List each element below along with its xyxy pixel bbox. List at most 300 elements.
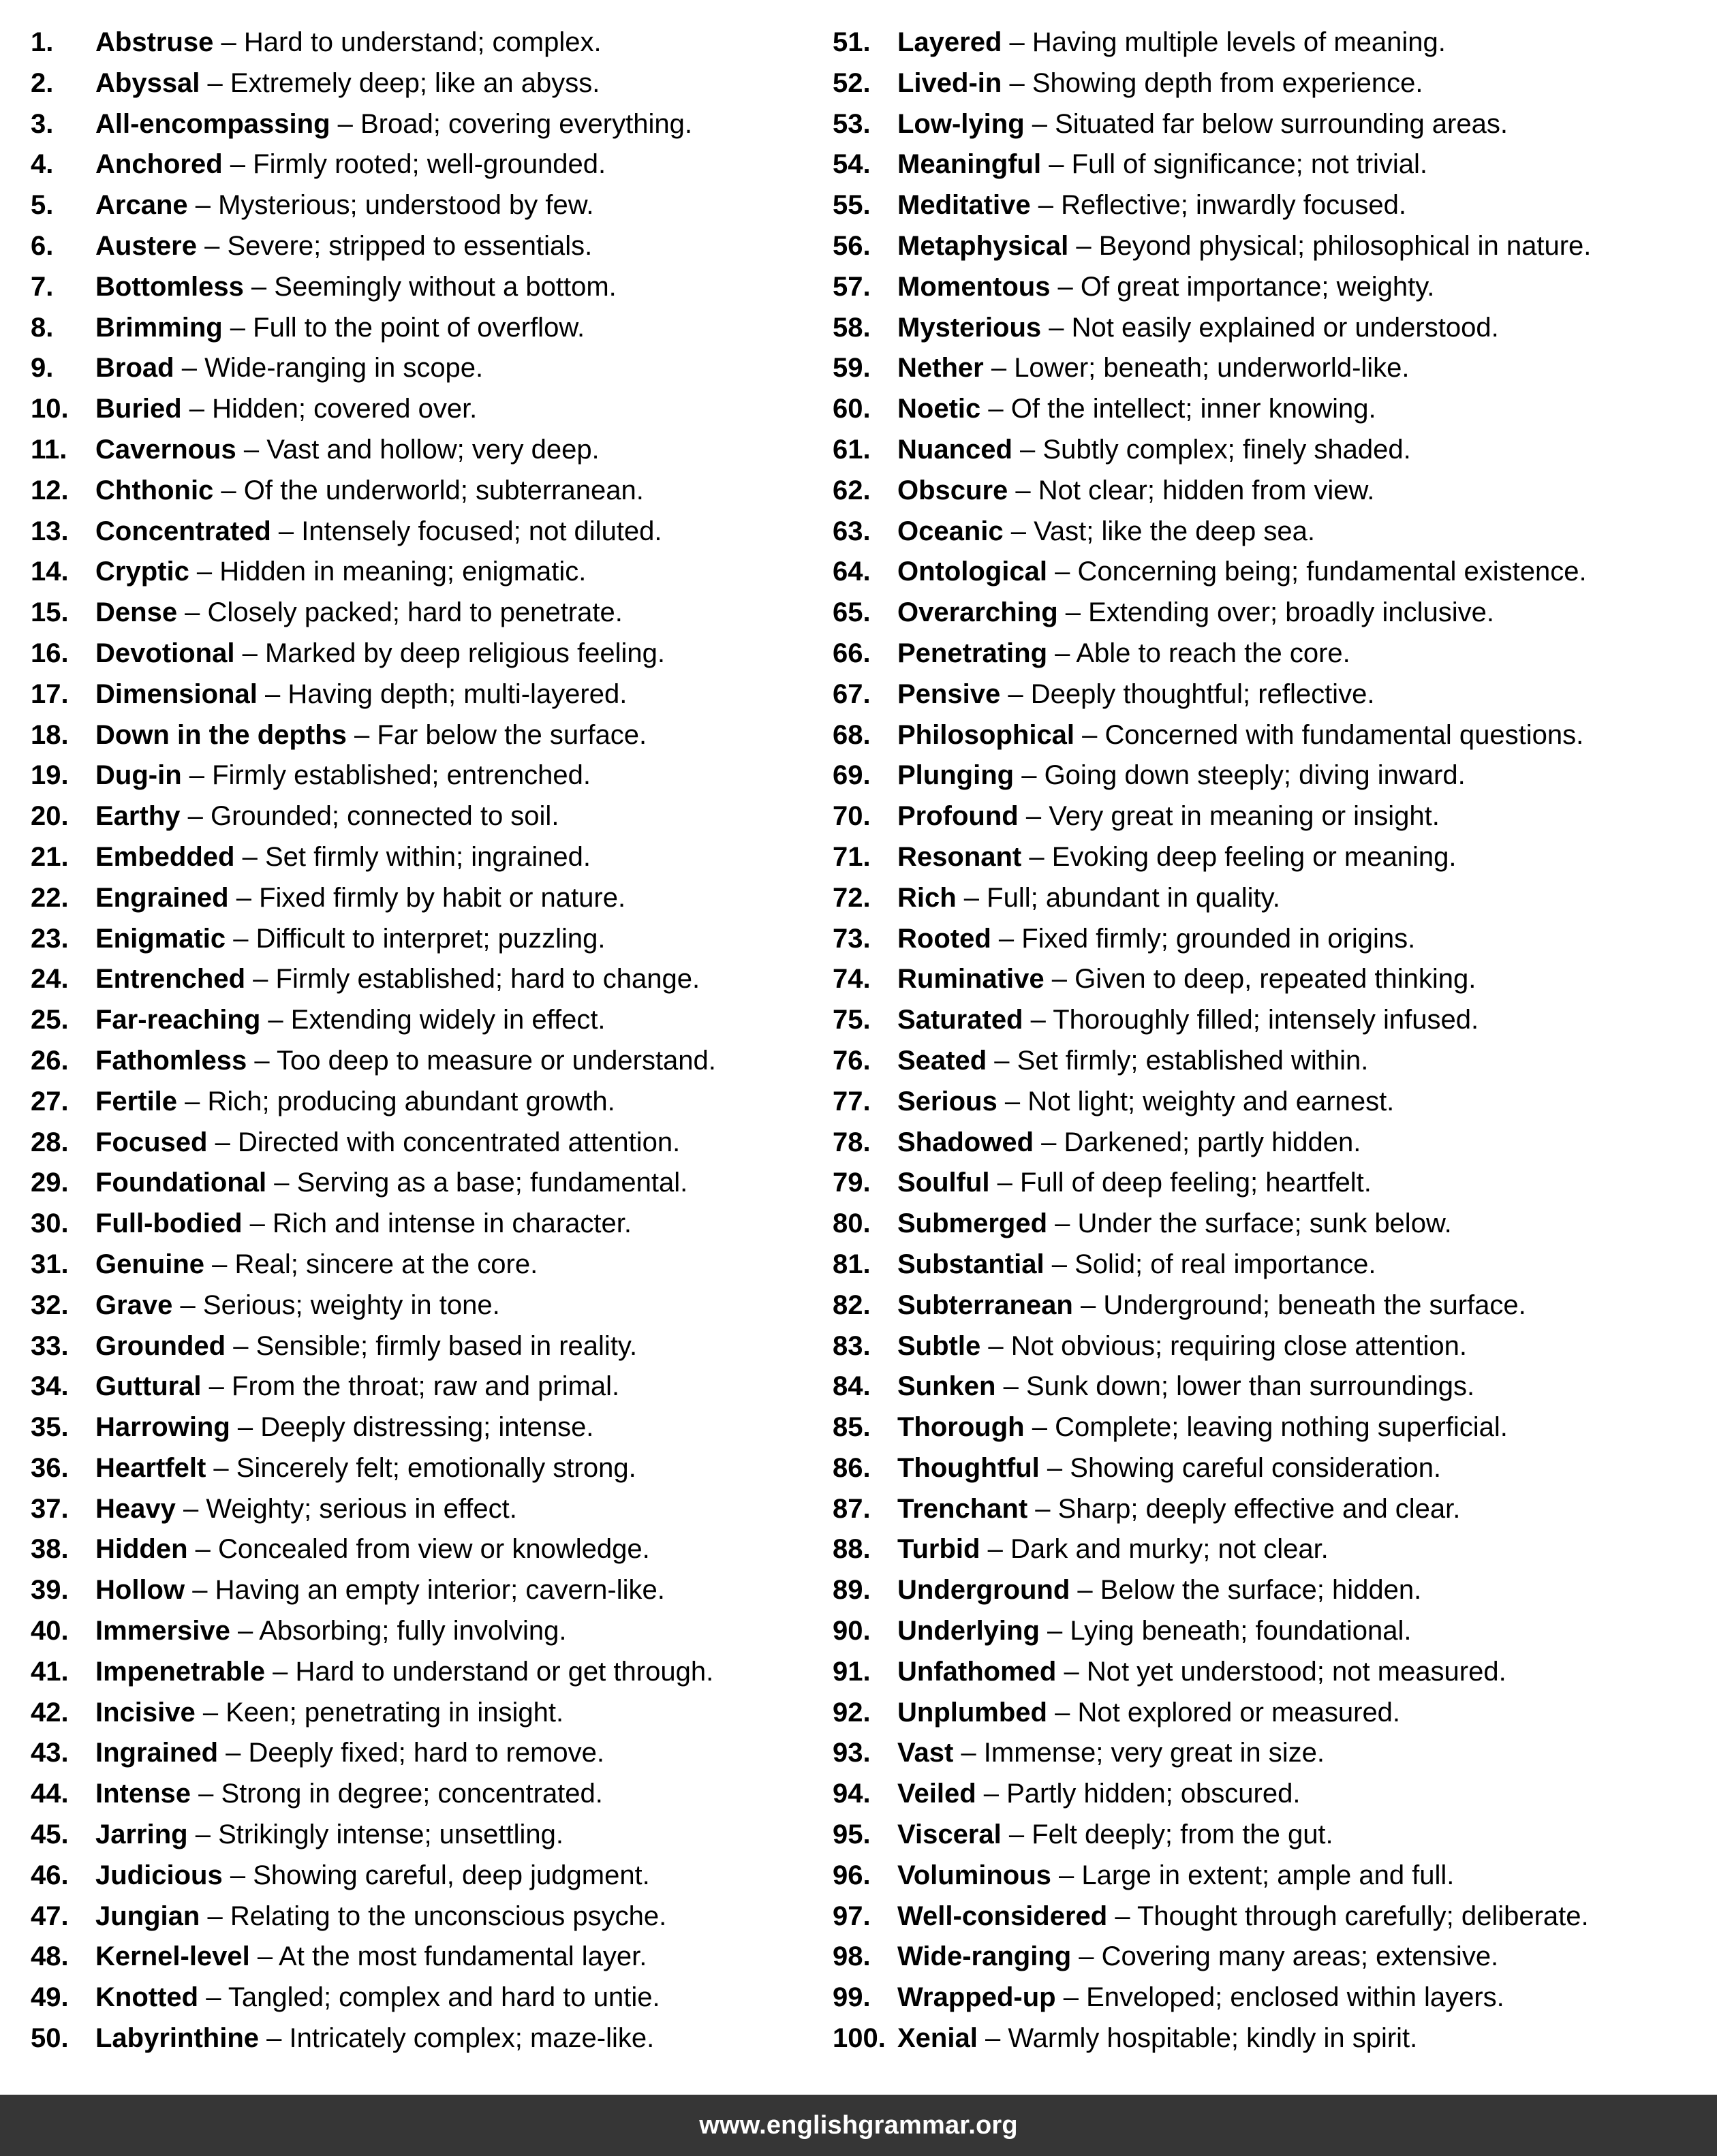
list-item [31,63,848,104]
item-term: Bottomless [95,271,244,302]
item-definition: Deeply distressing; intense. [260,1412,594,1443]
item-number: 57. [833,271,871,302]
item-number: 99. [833,1982,871,2013]
item-term: Foundational [95,1168,267,1198]
item-definition: Evoking deep feeling or meaning. [1051,841,1457,872]
list-item [833,552,1717,593]
list-item [833,1570,1717,1611]
item-definition: Having multiple levels of meaning. [1032,27,1446,57]
list-item [833,796,1717,837]
item-definition: Deeply fixed; hard to remove. [248,1738,604,1768]
dash-separator: – [222,312,253,343]
item-text [897,1204,1452,1245]
item-definition: At the most fundamental layer. [279,1941,647,1972]
item-term: Momentous [897,271,1051,302]
item-term: Abyssal [95,67,200,98]
list-item [833,185,1717,226]
item-text [897,226,1591,267]
dash-separator: – [187,190,219,221]
item-text [95,1448,636,1489]
item-term: Serious [897,1086,997,1116]
list-item [833,512,1717,552]
item-term: Trenchant [897,1493,1028,1524]
item-text [95,104,692,145]
dash-separator: – [264,1656,296,1687]
item-term: Grave [95,1290,173,1320]
list-item [833,308,1717,349]
dash-separator: – [1041,312,1072,343]
dash-separator: – [980,1330,1011,1361]
item-text [95,1489,517,1530]
list-item [31,104,848,145]
website-url: www.englishgrammar.org [699,2110,1018,2140]
item-text [897,1041,1368,1082]
item-term: Seated [897,1045,987,1076]
item-number: 86. [833,1452,871,1483]
item-definition: Full of significance; not trivial. [1071,149,1428,180]
item-number: 97. [833,1901,871,1931]
item-text [897,715,1583,756]
item-term: Resonant [897,841,1022,872]
list-item [833,1937,1717,1978]
item-number: 60. [833,394,871,424]
item-text [897,22,1446,63]
item-number: 36. [31,1452,69,1483]
dash-separator: – [222,1860,253,1890]
item-text [897,1285,1526,1326]
item-definition: Very great in meaning or insight. [1049,801,1440,832]
item-text [95,959,700,1000]
item-number: 95. [833,1819,871,1850]
list-item [31,1652,848,1693]
item-term: Cryptic [95,557,189,587]
dash-separator: – [177,597,208,628]
list-item [31,1245,848,1285]
list-item [833,1204,1717,1245]
dash-separator: – [218,1738,249,1768]
item-term: Philosophical [897,719,1075,750]
item-term: Obscure [897,475,1008,505]
list-item [833,430,1717,471]
item-term: Anchored [95,149,223,180]
dash-separator: – [234,638,265,668]
item-number: 96. [833,1860,871,1890]
item-text [897,1978,1504,2018]
list-item [31,1937,848,1978]
item-term: Austere [95,230,197,261]
item-term: Knotted [95,1982,199,2013]
item-text [95,919,605,960]
dash-separator: – [980,394,1011,424]
item-number: 5. [31,190,54,221]
item-number: 42. [31,1697,69,1728]
item-text [897,1937,1498,1978]
item-term: Jungian [95,1901,200,1931]
item-number: 94. [833,1779,871,1809]
list-item [31,1896,848,1937]
item-number: 35. [31,1412,69,1443]
list-item [31,959,848,1000]
item-text [95,308,585,349]
dash-separator: – [956,882,987,913]
item-text [897,837,1456,878]
dash-separator: – [185,1575,215,1606]
list-item [31,674,848,715]
list-item [31,185,848,226]
dash-separator: – [259,2023,290,2054]
dash-separator: – [196,230,228,261]
item-term: Unplumbed [897,1697,1047,1728]
item-term: Overarching [897,597,1058,628]
dash-separator: – [991,923,1022,954]
item-number: 1. [31,27,54,57]
item-term: Heavy [95,1493,176,1524]
item-text [95,1815,563,1856]
list-item [31,1163,848,1204]
list-item [833,1611,1717,1652]
item-text [897,144,1427,185]
item-definition: Marked by deep religious feeling. [264,638,665,668]
item-number: 100. [833,2023,886,2054]
dash-separator: – [187,1819,219,1850]
item-term: Judicious [95,1860,223,1890]
item-number: 46. [31,1860,69,1890]
item-definition: Hidden; covered over. [212,394,478,424]
footer-banner [0,2095,1717,2156]
item-number: 39. [31,1575,69,1606]
item-number: 55. [833,190,871,221]
list-item [833,593,1717,634]
item-definition: Darkened; partly hidden. [1064,1127,1361,1157]
item-definition: Sensible; firmly based in reality. [256,1330,638,1361]
list-item [31,226,848,267]
item-definition: Full; abundant in quality. [987,882,1280,913]
item-term: Subtle [897,1330,981,1361]
item-term: Hollow [95,1575,185,1606]
item-number: 53. [833,108,871,139]
item-definition: Covering many areas; extensive. [1101,1941,1499,1972]
item-text [95,878,625,919]
dash-separator: – [995,1371,1026,1402]
item-number: 50. [31,2023,69,2054]
item-definition: Given to deep, repeated thinking. [1074,964,1476,995]
item-number: 30. [31,1208,69,1239]
item-text [95,837,591,878]
item-term: Heartfelt [95,1452,206,1483]
list-item [833,104,1717,145]
list-item [31,348,848,389]
right-column [833,22,1717,2059]
item-text [95,1856,650,1896]
item-term: Labyrinthine [95,2023,260,2054]
item-number: 13. [31,516,69,546]
item-definition: Vast; like the deep sea. [1034,516,1315,546]
dash-separator: – [346,719,377,750]
item-number: 28. [31,1127,69,1157]
dash-separator: – [204,1249,235,1279]
item-number: 43. [31,1738,69,1768]
item-term: Wide-ranging [897,1941,1072,1972]
item-number: 71. [833,841,871,872]
list-item [833,1245,1717,1285]
item-number: 75. [833,1005,871,1035]
item-term: Incisive [95,1697,196,1728]
item-definition: Set firmly; established within. [1017,1045,1369,1076]
item-definition: Not clear; hidden from view. [1038,475,1375,505]
item-definition: Full to the point of overflow. [253,312,585,343]
item-number: 8. [31,312,54,343]
dash-separator: – [1008,475,1038,505]
item-definition: Felt deeply; from the gut. [1032,1819,1333,1850]
list-item [833,1896,1717,1937]
list-item [31,1529,848,1570]
item-definition: Under the surface; sunk below. [1077,1208,1452,1239]
list-item [833,878,1717,919]
item-number: 73. [833,923,871,954]
item-term: Far-reaching [95,1005,261,1035]
item-definition: Intricately complex; maze-like. [289,2023,655,2054]
item-term: Thorough [897,1412,1025,1443]
dash-separator: – [213,27,244,57]
item-number: 70. [833,801,871,832]
item-number: 85. [833,1412,871,1443]
dash-separator: – [1107,1901,1137,1931]
list-item [833,1163,1717,1204]
dash-separator: – [174,353,205,384]
item-term: Intense [95,1779,191,1809]
item-text [95,634,665,674]
item-text [897,471,1374,512]
item-definition: Firmly rooted; well-grounded. [253,149,606,180]
item-definition: Underground; beneath the surface. [1103,1290,1526,1320]
list-item [833,1652,1717,1693]
dash-separator: – [191,1779,221,1809]
item-text [897,2018,1417,2059]
item-number: 84. [833,1371,871,1402]
item-definition: Going down steeply; diving inward. [1044,760,1466,791]
item-term: Dimensional [95,678,258,709]
item-definition: Concealed from view or knowledge. [218,1534,650,1565]
list-item [31,593,848,634]
item-number: 89. [833,1575,871,1606]
item-number: 76. [833,1045,871,1076]
item-text [95,430,600,471]
dash-separator: – [1014,760,1045,791]
item-definition: Absorbing; fully involving. [259,1616,567,1646]
item-number: 27. [31,1086,69,1116]
dash-separator: – [1050,271,1081,302]
dash-separator: – [1021,841,1052,872]
item-text [95,63,600,104]
item-term: Ingrained [95,1738,219,1768]
item-number: 19. [31,760,69,791]
list-item [833,1326,1717,1367]
item-text [897,1815,1333,1856]
item-number: 82. [833,1290,871,1320]
item-term: Vast [897,1738,954,1768]
list-item [833,1285,1717,1326]
item-definition: Extremely deep; like an abyss. [230,67,600,98]
item-number: 2. [31,67,54,98]
item-definition: Sunk down; lower than surroundings. [1025,1371,1475,1402]
item-term: Jarring [95,1819,188,1850]
dash-separator: – [228,882,260,913]
item-definition: Mysterious; understood by few. [218,190,594,221]
item-definition: Complete; leaving nothing superficial. [1055,1412,1508,1443]
item-definition: Relating to the unconscious psyche. [230,1901,667,1931]
dash-separator: – [1070,1575,1100,1606]
list-item [31,1366,848,1407]
list-item [833,471,1717,512]
list-item [833,1856,1717,1896]
list-item [31,919,848,960]
item-number: 66. [833,638,871,668]
item-text [95,1693,563,1734]
item-definition: Not light; weighty and earnest. [1027,1086,1395,1116]
dash-separator: – [249,1941,279,1972]
item-term: Earthy [95,801,181,832]
item-number: 52. [833,67,871,98]
item-text [897,430,1411,471]
item-number: 44. [31,1779,69,1809]
item-text [95,715,647,756]
list-item [31,471,848,512]
item-definition: Having depth; multi-layered. [288,678,628,709]
dash-separator: – [195,1697,226,1728]
item-term: Full-bodied [95,1208,243,1239]
item-text [897,1489,1460,1530]
list-item [833,144,1717,185]
item-term: Metaphysical [897,230,1069,261]
item-definition: Able to reach the core. [1076,638,1350,668]
item-definition: Thoroughly filled; intensely infused. [1053,1005,1479,1035]
list-item [31,2018,848,2059]
item-number: 49. [31,1982,69,2013]
item-definition: Far below the surface. [377,719,647,750]
item-text [95,1407,593,1448]
item-term: Pensive [897,678,1001,709]
item-text [897,389,1376,430]
item-definition: Serious; weighty in tone. [202,1290,500,1320]
list-item [31,715,848,756]
dash-separator: – [201,1371,232,1402]
dash-separator: – [1023,1005,1053,1035]
item-text [897,634,1350,674]
item-text [95,755,591,796]
item-definition: Showing careful consideration. [1070,1452,1442,1483]
item-definition: Immense; very great in size. [983,1738,1325,1768]
item-term: Arcane [95,190,188,221]
item-term: Shadowed [897,1127,1034,1157]
item-definition: Real; sincere at the core. [234,1249,538,1279]
item-definition: Rich and intense in character. [273,1208,632,1239]
item-number: 65. [833,597,871,628]
list-item [31,308,848,349]
dash-separator: – [177,1086,208,1116]
item-term: Lived-in [897,67,1002,98]
item-number: 40. [31,1616,69,1646]
item-text [95,1896,666,1937]
list-item [31,1041,848,1082]
list-item [31,1978,848,2018]
item-number: 67. [833,678,871,709]
item-term: Engrained [95,882,229,913]
item-text [95,267,617,308]
list-item [833,22,1717,63]
item-definition: Of great importance; weighty. [1080,271,1435,302]
item-number: 32. [31,1290,69,1320]
item-text [897,878,1280,919]
item-definition: Showing careful, deep judgment. [253,1860,650,1890]
item-text [95,1733,604,1774]
item-definition: Of the underworld; subterranean. [243,475,644,505]
item-number: 11. [31,434,67,465]
item-number: 63. [833,516,871,546]
list-item [833,267,1717,308]
item-term: Abstruse [95,27,214,57]
item-number: 91. [833,1656,871,1687]
item-number: 59. [833,353,871,384]
list-item [31,755,848,796]
list-item [833,63,1717,104]
dash-separator: – [206,1452,236,1483]
list-item [833,389,1717,430]
item-text [95,1570,665,1611]
dash-separator: – [200,1901,230,1931]
item-definition: Not easily explained or understood. [1071,312,1499,343]
dash-separator: – [976,1779,1007,1809]
item-number: 29. [31,1168,69,1198]
item-text [897,1163,1372,1204]
list-item [833,1733,1717,1774]
item-number: 45. [31,1819,69,1850]
dash-separator: – [997,1086,1028,1116]
item-text [897,1326,1467,1367]
dash-separator: – [198,1982,228,2013]
list-item [31,1285,848,1326]
item-term: Impenetrable [95,1656,265,1687]
item-number: 16. [31,638,69,668]
item-definition: Extending widely in effect. [290,1005,606,1035]
item-number: 74. [833,964,871,995]
item-text [897,1082,1394,1123]
item-number: 69. [833,760,871,791]
list-item [31,1489,848,1530]
list-item [31,1774,848,1815]
item-text [897,104,1508,145]
item-number: 87. [833,1493,871,1524]
list-item [31,1570,848,1611]
item-term: Well-considered [897,1901,1108,1931]
item-term: Fertile [95,1086,178,1116]
item-text [897,1652,1506,1693]
item-definition: Vast and hollow; very deep. [266,434,600,465]
list-item [833,1082,1717,1123]
item-number: 68. [833,719,871,750]
item-definition: Dark and murky; not clear. [1010,1534,1329,1565]
item-term: Meditative [897,190,1031,221]
item-number: 26. [31,1045,69,1076]
list-item [833,1978,1717,2018]
item-number: 31. [31,1249,69,1279]
item-definition: Strikingly intense; unsettling. [218,1819,564,1850]
item-definition: Hard to understand or get through. [295,1656,714,1687]
item-text [897,512,1315,552]
item-term: Embedded [95,841,235,872]
item-term: Mysterious [897,312,1042,343]
item-definition: Firmly established; entrenched. [212,760,591,791]
item-number: 90. [833,1616,871,1646]
